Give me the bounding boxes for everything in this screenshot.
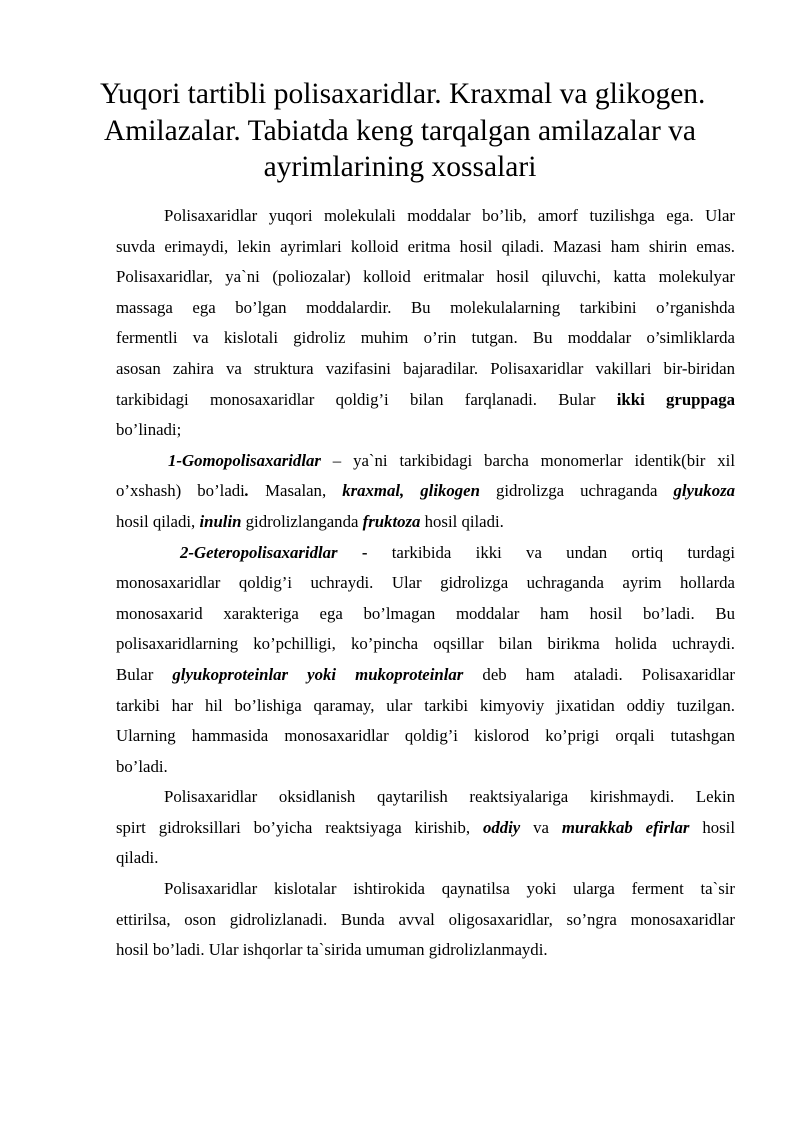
emphasis-dot: .	[244, 481, 250, 501]
text-segment: va	[520, 817, 562, 837]
text-segment: deb ham ataladi. Polisaxaridlar	[463, 664, 736, 684]
title-line-2: Amilazalar. Tabiatda keng tarqalgan amilazalar va	[103, 114, 697, 147]
text-segment: hosil qiladi,	[116, 511, 200, 531]
text-segment: Bular	[116, 664, 173, 684]
paragraph-oksidlanish	[116, 782, 735, 874]
paragraph-intro	[116, 201, 735, 446]
text-line: bo’ladi.	[116, 756, 168, 776]
text-segment: – ya`ni tarkibidagi barcha monomerlar identik(bir xil	[320, 450, 735, 470]
text-line: monosaxarid xarakteriga ega bo’lmagan moddalar ham hosil bo’ladi. Bu	[116, 603, 735, 623]
text-line: monosaxaridlar qoldig’i uchraydi. Ular gidrolizga uchraganda ayrim hollarda	[116, 573, 735, 593]
term-inulin: inulin	[199, 511, 242, 531]
text-segment: gidrolizlanganda	[241, 511, 363, 531]
term-gomopolisaxaridlar: 1-Gomopolisaxaridlar	[168, 450, 321, 470]
term-fruktoza: fruktoza	[362, 511, 421, 531]
term-murakkab-efirlar: murakkab efirlar	[561, 817, 690, 837]
text-line: massaga ega bo’lgan moddalardir. Bu molekulalarning tarkibini o’rganishda	[116, 297, 735, 317]
text-segment: o’xshash) bo’ladi	[116, 481, 245, 501]
paragraph-geteropolisaxaridlar	[116, 538, 735, 783]
text-line: Polisaxaridlar, ya`ni (poliozalar) kolloid eritmalar hosil qiluvchi, katta molekulyar	[116, 267, 735, 287]
text-line: bo’linadi;	[116, 420, 182, 440]
document-title	[100, 76, 706, 186]
text-segment: tarkibidagi monosaxaridlar qoldig’i bilan farqlanadi. Bular	[116, 389, 617, 409]
text-line: Ularning hammasida monosaxaridlar qoldig’i kislorod ko’prigi orqali tutashgan	[116, 726, 735, 746]
text-line: Polisaxaridlar oksidlanish qaytarilish reaktsiyalariga kirishmaydi. Lekin	[164, 787, 735, 807]
term-kraxmal: kraxmal,	[342, 481, 405, 501]
text-segment: hosil	[689, 817, 735, 837]
text-segment: spirt gidroksillari bo’yicha reaktsiyaga kirishib,	[116, 817, 483, 837]
text-line: fermentli va kislotali gidroliz muhim o’rin tutgan. Bu moddalar o’simliklarda	[116, 328, 735, 348]
text-line: ettirilsa, oson gidrolizlanadi. Bunda avval oligosaxaridlar, so’ngra monosaxaridlar	[116, 909, 735, 929]
term-glyukoproteinlar: glyukoproteinlar yoki mukoproteinlar	[172, 664, 464, 684]
term-glikogen: glikogen	[420, 481, 480, 501]
paragraph-gomopolisaxaridlar	[116, 446, 735, 538]
text-line: tarkibi har hil bo’lishiga qaramay, ular tarkibi kimyoviy jixatidan oddiy tuzilgan.	[116, 695, 735, 715]
text-segment: tarkibida ikki va undan ortiq turdagi	[391, 542, 735, 562]
text-line	[116, 660, 735, 691]
paragraph-gidroliz	[116, 874, 735, 966]
document-body	[116, 201, 735, 966]
term-glyukoza: glyukoza	[673, 481, 736, 501]
text-line: qiladi.	[116, 848, 159, 868]
emphasis-dash: -	[337, 542, 392, 562]
title-line-3: ayrimlarining xossalari	[263, 151, 537, 183]
text-line: suvda erimaydi, lekin ayrimlari kolloid eritma hosil qiladi. Mazasi ham shirin emas.	[116, 236, 735, 256]
emphasis-ikki-gruppaga: ikki gruppaga	[616, 389, 735, 409]
text-segment: gidrolizga uchraganda	[479, 481, 674, 501]
text-line	[116, 476, 735, 507]
text-line	[116, 538, 735, 569]
title-line-1: Yuqori tartibli polisaxaridlar. Kraxmal va glikogen.	[100, 78, 706, 110]
text-segment: hosil qiladi.	[420, 511, 504, 531]
term-oddiy: oddiy	[482, 817, 521, 837]
text-line	[116, 507, 735, 538]
text-line	[116, 813, 735, 844]
text-line: polisaxaridlarning ko’pchilligi, ko’pincha oqsillar bilan birikma holida uchraydi.	[116, 634, 735, 654]
text-line: Polisaxaridlar kislotalar ishtirokida qaynatilsa yoki ularga ferment ta`sir	[164, 879, 735, 899]
text-line: Polisaxaridlar yuqori molekulali moddalar bo’lib, amorf tuzilishga ega. Ular	[164, 206, 735, 225]
text-line: asosan zahira va struktura vazifasini bajaradilar. Polisaxaridlar vakillari bir-biridan	[116, 358, 735, 378]
text-segment	[404, 481, 420, 500]
text-line: hosil bo’ladi. Ular ishqorlar ta`sirida umuman gidrolizlanmaydi.	[116, 940, 548, 960]
term-geteropolisaxaridlar: 2-Geteropolisaxaridlar	[180, 542, 338, 562]
text-segment: Masalan,	[249, 481, 343, 501]
text-line	[116, 446, 735, 477]
text-line	[116, 385, 735, 416]
